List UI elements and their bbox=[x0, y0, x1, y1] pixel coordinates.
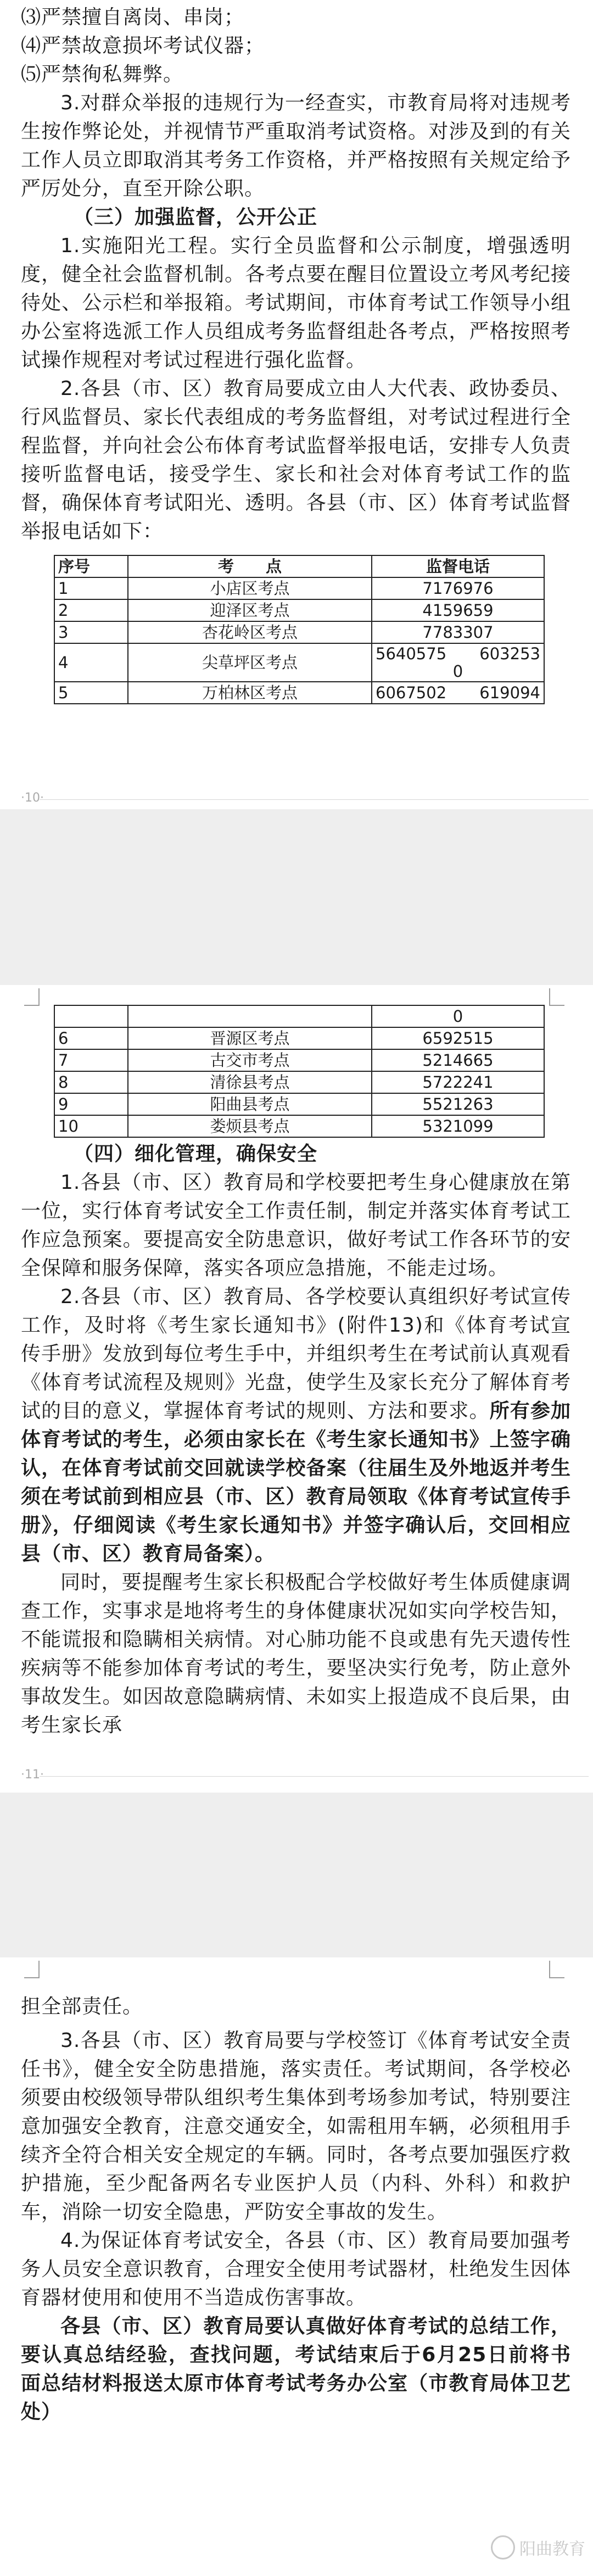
row-no: 2 bbox=[54, 599, 128, 621]
paragraph-safety-responsibility: 1.各县（市、区）教育局和学校要把考生身心健康放在第一位，实行体育考试安全工作责任制，制定并落实体育考试工作应急预案。要提高安全防患意识，做好考试工作各环节的安全保障和服务保障，落实各项应急措施，不能走过场。 bbox=[21, 1171, 571, 1279]
row-site: 小店区考点 bbox=[128, 577, 372, 599]
page-gap bbox=[0, 809, 593, 985]
paragraph-violation-handling: 3.对群众举报的违规行为一经查实，市教育局将对违规考生按作弊论处，并视情节严重取消考试资格。对涉及到的有关工作人员立即取消其考务工作资格，并严格按照有关规定给予严厉处分，直至开除公职。 bbox=[21, 92, 571, 200]
publicity-normal-text: 2.各县（市、区）教育局、各学校要认真组织好考试宣传工作，及时将《考生家长通知书》(附件13)和《体育考试宣传手册》发放到每位考生手中，并组织考生在考试前认真观看《体育考试流程及规则》光盘，使学生及家长充分了解体育考试的目的意义，掌握体育考试的规则、方法和要求。 bbox=[21, 1286, 571, 1422]
crop-corner-top-left bbox=[24, 988, 40, 1006]
header-phone: 监督电话 bbox=[372, 555, 544, 577]
row-phone: 4159659 bbox=[372, 599, 544, 621]
row-phone: 5722241 bbox=[372, 1071, 544, 1093]
table-row bbox=[54, 1027, 544, 1049]
table-row bbox=[54, 621, 544, 643]
row-no: 6 bbox=[54, 1027, 128, 1049]
row-phone: 6592515 bbox=[372, 1027, 544, 1049]
page-gap bbox=[0, 1793, 593, 1957]
row-phone: 5214665 bbox=[372, 1049, 544, 1071]
row-phone: 5321099 bbox=[372, 1115, 544, 1137]
row-phone bbox=[372, 682, 544, 704]
row-no: 4 bbox=[54, 643, 128, 682]
row-phone: 7783307 bbox=[372, 621, 544, 643]
phone-part-b: 619094 bbox=[479, 683, 540, 702]
publicity-bold-text: 所有参加体育考试的考生，必须由家长在《考生家长通知书》上签字确认，在体育考试前交回就读学校备案（往届生及外地返并考生须在考试前到相应县（市、区）教育局领取《体育考试宣传手册》，仔细阅读《考生家长通知书》并签字确认后，交回相应县（市、区）教育局备案）。 bbox=[21, 1400, 571, 1565]
paragraph-continuation: 担全部责任。 bbox=[21, 1995, 143, 2018]
row-site: 晋源区考点 bbox=[128, 1027, 372, 1049]
rule-line-5: ⑸严禁徇私舞弊。 bbox=[21, 63, 184, 86]
phone-part-b: 603253 bbox=[479, 644, 540, 663]
paragraph-summary-report: 各县（市、区）教育局要认真做好体育考试的总结工作，要认真总结经验，查找问题，考试结束后于6月25日前将书面总结材料报送太原市体育考试考务办公室（市教育局体卫艺处） bbox=[21, 2315, 571, 2423]
row-no: 10 bbox=[54, 1115, 128, 1137]
crop-corner-top-left bbox=[24, 1961, 40, 1978]
section-heading-supervision: （三）加强监督，公开公正 bbox=[74, 206, 318, 229]
table-row bbox=[54, 1071, 544, 1093]
page-footer-rule bbox=[40, 799, 589, 800]
table-row bbox=[54, 1049, 544, 1071]
row-site: 尖草坪区考点 bbox=[128, 643, 372, 682]
table-row bbox=[54, 577, 544, 599]
page-number: ·11· bbox=[21, 1768, 44, 1782]
table-row bbox=[54, 599, 544, 621]
paragraph-sunshine-project: 1.实施阳光工程。实行全员监督和公示制度，增强透明度，健全社会监督机制。各考点要在醒目位置设立考风考纪接待处、公示栏和举报箱。考试期间，市体育考试工作领导小组办公室将选派工作人员组成考务监督组赴各考点，严格按照考试操作规程对考试过程进行强化监督。 bbox=[21, 235, 571, 371]
paragraph-publicity bbox=[21, 1283, 571, 1568]
table-row-continued bbox=[54, 1005, 544, 1027]
document-page-12 bbox=[0, 1957, 593, 2576]
hotline-table-part2 bbox=[54, 1005, 545, 1138]
document-page-10 bbox=[0, 0, 593, 809]
row-no: 5 bbox=[54, 682, 128, 704]
row-no: 3 bbox=[54, 621, 128, 643]
row-site: 古交市考点 bbox=[128, 1049, 372, 1071]
phone-part-a: 6067502 bbox=[376, 683, 447, 702]
table-row bbox=[54, 1093, 544, 1115]
phone-part-a: 5640575 bbox=[376, 644, 447, 663]
page-number: ·10· bbox=[21, 791, 44, 805]
row-no: 9 bbox=[54, 1093, 128, 1115]
paragraph-supervision-team: 2.各县（市、区）教育局要成立由人大代表、政协委员、行风监督员、家长代表组成的考务监督组，对考试过程进行全程监督，并向社会公布体育考试监督举报电话，安排专人负责接听监督电话，接受学生、家长和社会对体育考试工作的监督，确保体育考试阳光、透明。各县（市、区）体育考试监督举报电话如下： bbox=[21, 377, 571, 543]
row-site: 万柏林区考点 bbox=[128, 682, 372, 704]
paragraph-equipment-safety: 4.为保证体育考试安全，各县（市、区）教育局要加强考务人员安全意识教育，合理安全使用考试器材，杜绝发生因体育器材使用和使用不当造成伤害事故。 bbox=[21, 2229, 571, 2309]
row-phone: 5521263 bbox=[372, 1093, 544, 1115]
table-header-row bbox=[54, 555, 544, 577]
row-site: 阳曲县考点 bbox=[128, 1093, 372, 1115]
row-site: 杏花岭区考点 bbox=[128, 621, 372, 643]
crop-corner-top-right bbox=[549, 988, 564, 1006]
header-no: 序号 bbox=[54, 555, 128, 577]
watermark-text: 阳曲教育 bbox=[519, 2540, 585, 2559]
rule-line-3: ⑶严禁擅自离岗、串岗； bbox=[21, 6, 245, 29]
row-site: 清徐县考点 bbox=[128, 1071, 372, 1093]
row-phone: 7176976 bbox=[372, 577, 544, 599]
rule-line-4: ⑷严禁故意损坏考试仪器； bbox=[21, 35, 265, 57]
section-heading-safety: （四）细化管理，确保安全 bbox=[74, 1143, 318, 1165]
phone-part-c: 0 bbox=[452, 662, 463, 681]
row-no: 8 bbox=[54, 1071, 128, 1093]
hotline-table-part1 bbox=[54, 555, 545, 704]
row-site: 迎泽区考点 bbox=[128, 599, 372, 621]
row-site: 娄烦县考点 bbox=[128, 1115, 372, 1137]
row-no: 7 bbox=[54, 1049, 128, 1071]
watermark bbox=[491, 2535, 585, 2560]
table-row bbox=[54, 1115, 544, 1137]
watermark-logo-icon bbox=[491, 2535, 515, 2560]
row-phone-continued: 0 bbox=[372, 1005, 544, 1027]
document-page-11 bbox=[0, 985, 593, 1793]
paragraph-safety-agreement: 3.各县（市、区）教育局要与学校签订《体育考试安全责任书》，健全安全防患措施，落实责任。考试期间，各学校必须要由校级领导带队组织考生集体到考场参加考试，特别要注意加强安全教育，注意交通安全，如需租用车辆，必须租用手续齐全符合相关安全规定的车辆。同时，各考点要加强医疗救护措施，至少配备两名专业医护人员（内科、外科）和救护车，消除一切安全隐患，严防安全事故的发生。 bbox=[21, 2029, 571, 2223]
crop-corner-top-right bbox=[549, 1961, 564, 1978]
header-site: 考 点 bbox=[128, 555, 372, 577]
page-footer-rule bbox=[40, 1776, 589, 1777]
row-no: 1 bbox=[54, 577, 128, 599]
row-phone bbox=[372, 643, 544, 682]
table-row bbox=[54, 682, 544, 704]
paragraph-health-survey: 同时，要提醒考生家长积极配合学校做好考生体质健康调查工作，实事求是地将考生的身体健康状况如实向学校告知，不能谎报和隐瞒相关病情。对心肺功能不良或患有先天遗传性疾病等不能参加体育考试的考生，要坚决实行免考，防止意外事故发生。如因故意隐瞒病情、未如实上报造成不良后果，由考生家长承 bbox=[21, 1571, 571, 1737]
table-row bbox=[54, 643, 544, 682]
